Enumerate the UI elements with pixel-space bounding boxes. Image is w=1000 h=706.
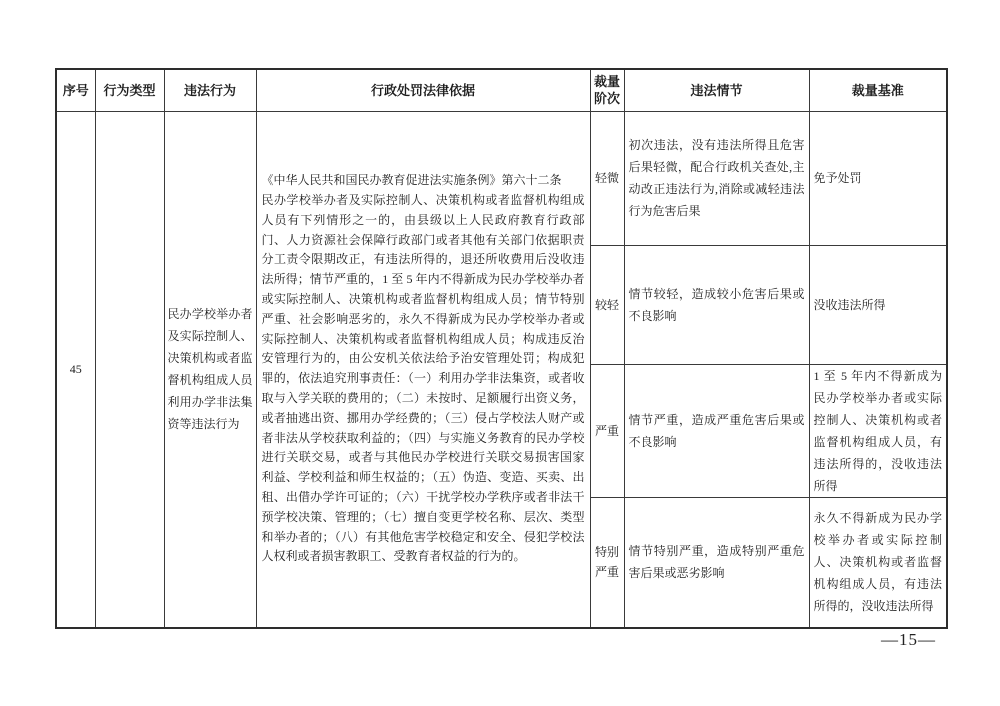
header-serial-number: 序号 (56, 69, 95, 111)
discretion-benchmark-cell: 1 至 5 年内不得新成为民办学校举办者或实际控制人、决策机构或者监督机构组成人员，有违法所得的，没收违法所得 (809, 364, 947, 497)
header-row (56, 69, 947, 111)
header-discretion-tier: 裁量阶次 (590, 69, 624, 111)
header-illegal-behavior: 违法行为 (164, 69, 256, 111)
header-legal-basis: 行政处罚法律依据 (256, 69, 590, 111)
penalty-discretion-table (55, 68, 948, 629)
serial-number-cell: 45 (56, 111, 95, 628)
discretion-tier-cell: 严重 (590, 364, 624, 497)
violation-circumstance-cell: 情节特别严重，造成特别严重危害后果或恶劣影响 (624, 497, 809, 628)
legal-basis-cell (256, 111, 590, 628)
violation-circumstance-cell: 情节较轻，造成较小危害后果或不良影响 (624, 245, 809, 364)
violation-circumstance-cell: 初次违法，没有违法所得且危害后果轻微，配合行政机关查处,主动改正违法行为,消除或减轻违法行为危害后果 (624, 111, 809, 245)
discretion-tier-cell: 特别严重 (590, 497, 624, 628)
legal-basis-title: 《中华人民共和国民办教育促进法实施条例》第六十二条 (261, 173, 562, 188)
discretion-benchmark-cell: 免予处罚 (809, 111, 947, 245)
behavior-type-cell (95, 111, 164, 628)
table-row (56, 111, 947, 245)
discretion-benchmark-cell: 永久不得新成为民办学校举办者或实际控制人、决策机构或者监督机构组成人员，有违法所得的，没收违法所得 (809, 497, 947, 628)
discretion-tier-cell: 轻微 (590, 111, 624, 245)
legal-basis-body: 民办学校举办者及实际控制人、决策机构或者监督机构组成人员有下列情形之一的，由县级以上人民政府教育行政部门、人力资源社会保障行政部门或者其他有关部门依据职责分工责令限期改正，有违法所得的，退还所收费用后没收违法所得；情节严重的，1 至 5 年内不得新成为民办学校举办者或实际控制人、决策机构或者监督机构组成人员；情节特别严重、社会影响恶劣的，永久不得新成为民办学校举办者或实际控制人、决策机构或者监督机构组成人员；构成违反治安管理行为的，由公安机关依法给予治安管理处罚；构成犯罪的，依法追究刑事责任：（一）利用办学非法集资，或者收取与入学关联的费用的；（二）未按时、足额履行出资义务，或者抽逃出资、挪用办学经费的；（三）侵占学校法人财产或者非法从学校获取利益的；（四）与实施义务教育的民办学校进行关联交易，或者与其他民办学校进行关联交易损害国家利益、学校利益和师生权益的；（五）伪造、变造、买卖、出租、出借办学许可证的；（六）干扰学校办学秩序或者非法干预学校决策、管理的；（七）擅自变更学校名称、层次、类型和举办者的；（八）有其他危害学校稳定和安全、侵犯学校法人权利或者损害教职工、受教育者权益的行为的。 (261, 193, 585, 564)
illegal-behavior-cell: 民办学校举办者及实际控制人、决策机构或者监督机构组成人员利用办学非法集资等违法行为 (164, 111, 256, 628)
header-discretion-benchmark: 裁量基准 (809, 69, 947, 111)
page-number: —15— (881, 630, 936, 649)
discretion-tier-cell: 较轻 (590, 245, 624, 364)
header-behavior-type: 行为类型 (95, 69, 164, 111)
header-violation-circumstance: 违法情节 (624, 69, 809, 111)
violation-circumstance-cell: 情节严重，造成严重危害后果或不良影响 (624, 364, 809, 497)
discretion-benchmark-cell: 没收违法所得 (809, 245, 947, 364)
